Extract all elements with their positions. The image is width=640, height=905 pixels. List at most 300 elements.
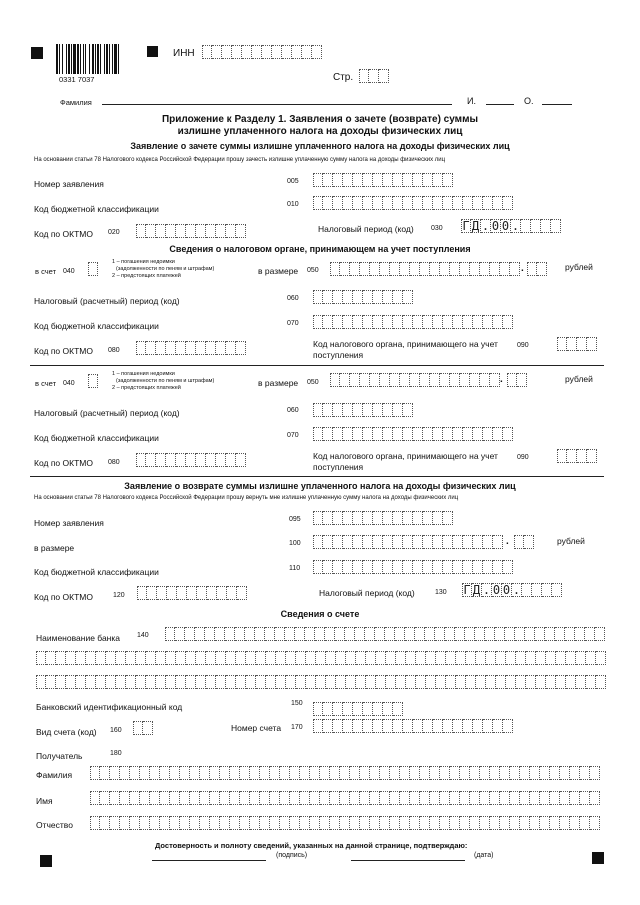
char-cell[interactable] (453, 427, 463, 441)
authority-code-field[interactable] (557, 449, 597, 463)
char-cell[interactable] (270, 766, 280, 780)
char-cell[interactable] (246, 651, 256, 665)
char-cell[interactable] (130, 766, 140, 780)
char-cell[interactable] (490, 791, 500, 805)
page-number-field[interactable] (359, 69, 389, 83)
char-cell[interactable] (433, 315, 443, 329)
char-cell[interactable] (353, 315, 363, 329)
char-cell[interactable] (453, 196, 463, 210)
char-cell[interactable] (436, 651, 446, 665)
char-cell[interactable] (230, 816, 240, 830)
char-cell[interactable] (570, 816, 580, 830)
char-cell[interactable] (313, 719, 323, 733)
char-cell[interactable] (313, 173, 323, 187)
char-cell[interactable] (393, 403, 403, 417)
char-cell[interactable] (363, 702, 373, 716)
char-cell[interactable] (302, 45, 312, 59)
char-cell[interactable] (343, 560, 353, 574)
char-cell[interactable] (423, 719, 433, 733)
char-cell[interactable] (403, 427, 413, 441)
char-cell[interactable] (520, 791, 530, 805)
char-cell[interactable] (340, 262, 350, 276)
char-cell[interactable] (390, 816, 400, 830)
char-cell[interactable] (383, 719, 393, 733)
char-cell[interactable] (463, 535, 473, 549)
char-cell[interactable] (350, 373, 360, 387)
char-cell[interactable] (485, 627, 495, 641)
bank-name-field-line2[interactable] (36, 651, 606, 665)
char-cell[interactable] (596, 651, 606, 665)
char-cell[interactable] (290, 791, 300, 805)
char-cell[interactable] (541, 219, 551, 233)
char-cell[interactable] (345, 627, 355, 641)
char-cell[interactable] (156, 651, 166, 665)
char-cell[interactable] (66, 651, 76, 665)
char-cell[interactable] (576, 675, 586, 689)
char-cell[interactable] (556, 675, 566, 689)
char-cell[interactable] (390, 262, 400, 276)
char-cell[interactable] (433, 560, 443, 574)
char-cell[interactable] (363, 173, 373, 187)
char-cell[interactable] (225, 627, 235, 641)
char-cell[interactable] (580, 816, 590, 830)
char-cell[interactable] (480, 791, 490, 805)
oktmo-field[interactable] (137, 586, 247, 600)
amount-rubles-field[interactable] (330, 373, 500, 387)
char-cell[interactable] (393, 427, 403, 441)
char-cell[interactable] (275, 627, 285, 641)
char-cell[interactable] (353, 719, 363, 733)
char-cell[interactable] (170, 766, 180, 780)
char-cell[interactable] (580, 766, 590, 780)
char-cell[interactable] (413, 173, 423, 187)
char-cell[interactable] (343, 427, 353, 441)
char-cell[interactable] (596, 675, 606, 689)
char-cell[interactable] (306, 675, 316, 689)
char-cell[interactable] (503, 719, 513, 733)
char-cell[interactable] (393, 560, 403, 574)
char-cell[interactable] (473, 719, 483, 733)
char-cell[interactable] (200, 766, 210, 780)
char-cell[interactable] (463, 560, 473, 574)
char-cell[interactable] (180, 816, 190, 830)
char-cell[interactable] (343, 315, 353, 329)
char-cell[interactable] (320, 791, 330, 805)
char-cell[interactable] (100, 816, 110, 830)
char-cell[interactable] (390, 766, 400, 780)
char-cell[interactable] (186, 453, 196, 467)
char-cell[interactable] (530, 791, 540, 805)
char-cell[interactable] (226, 341, 236, 355)
char-cell[interactable] (160, 816, 170, 830)
char-cell[interactable] (370, 791, 380, 805)
char-cell[interactable] (460, 816, 470, 830)
char-cell[interactable] (393, 290, 403, 304)
char-cell[interactable] (343, 535, 353, 549)
char-cell[interactable] (295, 627, 305, 641)
char-cell[interactable] (503, 427, 513, 441)
char-cell[interactable] (413, 719, 423, 733)
char-cell[interactable] (236, 224, 246, 238)
char-cell[interactable] (406, 675, 416, 689)
char-cell[interactable] (577, 337, 587, 351)
char-cell[interactable] (286, 651, 296, 665)
char-cell[interactable] (403, 315, 413, 329)
char-cell[interactable] (180, 766, 190, 780)
char-cell[interactable] (147, 586, 157, 600)
char-cell[interactable] (206, 453, 216, 467)
char-cell[interactable] (366, 675, 376, 689)
char-cell[interactable] (240, 816, 250, 830)
char-cell[interactable] (353, 535, 363, 549)
char-cell[interactable] (446, 651, 456, 665)
char-cell[interactable] (343, 196, 353, 210)
char-cell[interactable] (383, 290, 393, 304)
char-cell[interactable] (590, 766, 600, 780)
char-cell[interactable] (333, 196, 343, 210)
char-cell[interactable] (369, 69, 379, 83)
char-cell[interactable] (505, 627, 515, 641)
char-cell[interactable] (506, 651, 516, 665)
char-cell[interactable] (343, 511, 353, 525)
char-cell[interactable] (493, 535, 503, 549)
char-cell[interactable] (386, 675, 396, 689)
char-cell[interactable] (313, 196, 323, 210)
char-cell[interactable] (536, 675, 546, 689)
char-cell[interactable] (473, 315, 483, 329)
char-cell[interactable] (110, 816, 120, 830)
char-cell[interactable] (373, 702, 383, 716)
oktmo-field[interactable] (136, 453, 246, 467)
char-cell[interactable] (453, 315, 463, 329)
char-cell[interactable] (150, 791, 160, 805)
char-cell[interactable] (350, 816, 360, 830)
char-cell[interactable] (570, 766, 580, 780)
account-type-field[interactable] (88, 262, 98, 276)
char-cell[interactable] (503, 315, 513, 329)
char-cell[interactable] (383, 173, 393, 187)
char-cell[interactable] (410, 373, 420, 387)
char-cell[interactable] (517, 373, 527, 387)
char-cell[interactable] (136, 341, 146, 355)
char-cell[interactable] (510, 816, 520, 830)
char-cell[interactable] (363, 196, 373, 210)
char-cell[interactable] (202, 45, 212, 59)
char-cell[interactable] (373, 403, 383, 417)
char-cell[interactable] (522, 583, 532, 597)
char-cell[interactable] (260, 816, 270, 830)
char-cell[interactable] (333, 315, 343, 329)
char-cell[interactable] (403, 511, 413, 525)
char-cell[interactable] (493, 196, 503, 210)
char-cell[interactable] (445, 627, 455, 641)
char-cell[interactable] (226, 675, 236, 689)
char-cell[interactable] (175, 627, 185, 641)
char-cell[interactable] (400, 791, 410, 805)
char-cell[interactable] (170, 791, 180, 805)
char-cell[interactable] (580, 791, 590, 805)
char-cell[interactable] (200, 791, 210, 805)
char-cell[interactable] (226, 224, 236, 238)
char-cell[interactable] (242, 45, 252, 59)
char-cell[interactable] (483, 719, 493, 733)
char-cell[interactable] (46, 651, 56, 665)
char-cell[interactable] (325, 627, 335, 641)
char-cell[interactable] (420, 262, 430, 276)
char-cell[interactable] (353, 403, 363, 417)
char-cell[interactable] (373, 511, 383, 525)
char-cell[interactable] (276, 651, 286, 665)
char-cell[interactable] (220, 791, 230, 805)
char-cell[interactable] (535, 627, 545, 641)
char-cell[interactable] (430, 262, 440, 276)
char-cell[interactable] (330, 373, 340, 387)
char-cell[interactable] (326, 675, 336, 689)
char-cell[interactable] (555, 627, 565, 641)
char-cell[interactable] (443, 173, 453, 187)
char-cell[interactable] (167, 586, 177, 600)
char-cell[interactable] (440, 262, 450, 276)
char-cell[interactable] (456, 651, 466, 665)
char-cell[interactable] (353, 560, 363, 574)
char-cell[interactable] (333, 719, 343, 733)
char-cell[interactable] (495, 627, 505, 641)
char-cell[interactable] (335, 627, 345, 641)
amount-kopecks-field[interactable] (507, 373, 527, 387)
char-cell[interactable] (443, 535, 453, 549)
char-cell[interactable] (430, 791, 440, 805)
application-number-field[interactable] (313, 511, 453, 525)
char-cell[interactable] (166, 224, 176, 238)
char-cell[interactable] (393, 511, 403, 525)
char-cell[interactable] (510, 791, 520, 805)
char-cell[interactable] (385, 627, 395, 641)
char-cell[interactable] (363, 315, 373, 329)
char-cell[interactable] (166, 341, 176, 355)
char-cell[interactable] (230, 766, 240, 780)
char-cell[interactable] (530, 816, 540, 830)
char-cell[interactable] (557, 337, 567, 351)
char-cell[interactable] (280, 816, 290, 830)
char-cell[interactable] (587, 449, 597, 463)
char-cell[interactable] (187, 586, 197, 600)
char-cell[interactable] (586, 651, 596, 665)
char-cell[interactable] (420, 816, 430, 830)
char-cell[interactable] (460, 766, 470, 780)
char-cell[interactable] (430, 766, 440, 780)
char-cell[interactable] (330, 791, 340, 805)
char-cell[interactable] (493, 560, 503, 574)
char-cell[interactable] (466, 675, 476, 689)
char-cell[interactable] (226, 453, 236, 467)
char-cell[interactable] (396, 651, 406, 665)
char-cell[interactable] (433, 719, 443, 733)
char-cell[interactable] (360, 791, 370, 805)
date-line[interactable] (351, 860, 465, 861)
char-cell[interactable] (210, 766, 220, 780)
char-cell[interactable] (363, 290, 373, 304)
char-cell[interactable] (370, 262, 380, 276)
char-cell[interactable] (143, 721, 153, 735)
char-cell[interactable] (116, 675, 126, 689)
char-cell[interactable] (232, 45, 242, 59)
char-cell[interactable] (323, 403, 333, 417)
char-cell[interactable] (514, 535, 524, 549)
char-cell[interactable] (353, 702, 363, 716)
char-cell[interactable] (480, 373, 490, 387)
char-cell[interactable] (355, 627, 365, 641)
char-cell[interactable] (186, 341, 196, 355)
char-cell[interactable] (525, 627, 535, 641)
char-cell[interactable] (262, 45, 272, 59)
char-cell[interactable] (323, 427, 333, 441)
recipient-surname-field[interactable] (90, 766, 600, 780)
char-cell[interactable] (383, 427, 393, 441)
char-cell[interactable] (236, 675, 246, 689)
oktmo-field[interactable] (136, 224, 246, 238)
char-cell[interactable] (353, 290, 363, 304)
char-cell[interactable] (503, 196, 513, 210)
char-cell[interactable] (240, 791, 250, 805)
char-cell[interactable] (196, 453, 206, 467)
char-cell[interactable] (503, 560, 513, 574)
char-cell[interactable]: 0 (501, 219, 510, 233)
char-cell[interactable] (493, 427, 503, 441)
char-cell[interactable] (346, 675, 356, 689)
char-cell[interactable] (210, 791, 220, 805)
char-cell[interactable] (130, 816, 140, 830)
char-cell[interactable] (207, 586, 217, 600)
char-cell[interactable] (473, 196, 483, 210)
char-cell[interactable] (546, 675, 556, 689)
char-cell[interactable] (120, 816, 130, 830)
char-cell[interactable] (285, 627, 295, 641)
char-cell[interactable] (176, 453, 186, 467)
char-cell[interactable] (310, 791, 320, 805)
char-cell[interactable] (315, 627, 325, 641)
char-cell[interactable] (217, 586, 227, 600)
char-cell[interactable] (356, 675, 366, 689)
char-cell[interactable] (196, 651, 206, 665)
char-cell[interactable] (333, 511, 343, 525)
char-cell[interactable] (410, 791, 420, 805)
char-cell[interactable] (423, 196, 433, 210)
char-cell[interactable] (206, 651, 216, 665)
char-cell[interactable] (423, 427, 433, 441)
char-cell[interactable] (236, 341, 246, 355)
char-cell[interactable] (556, 651, 566, 665)
tax-period-field[interactable] (462, 583, 562, 597)
char-cell[interactable] (463, 315, 473, 329)
inn-field[interactable] (202, 45, 322, 59)
char-cell[interactable] (146, 453, 156, 467)
char-cell[interactable] (373, 535, 383, 549)
char-cell[interactable] (400, 373, 410, 387)
bik-field[interactable] (313, 702, 403, 716)
char-cell[interactable] (585, 627, 595, 641)
char-cell[interactable] (463, 719, 473, 733)
char-cell[interactable] (140, 816, 150, 830)
char-cell[interactable] (260, 766, 270, 780)
char-cell[interactable] (176, 341, 186, 355)
char-cell[interactable] (56, 651, 66, 665)
char-cell[interactable] (160, 791, 170, 805)
char-cell[interactable] (296, 651, 306, 665)
char-cell[interactable] (240, 766, 250, 780)
char-cell[interactable] (433, 535, 443, 549)
char-cell[interactable] (330, 816, 340, 830)
application-number-field[interactable] (313, 173, 453, 187)
char-cell[interactable] (400, 766, 410, 780)
char-cell[interactable] (88, 374, 98, 388)
char-cell[interactable] (313, 315, 323, 329)
char-cell[interactable] (290, 816, 300, 830)
char-cell[interactable] (266, 675, 276, 689)
char-cell[interactable] (426, 651, 436, 665)
char-cell[interactable] (393, 315, 403, 329)
char-cell[interactable] (170, 816, 180, 830)
char-cell[interactable] (196, 341, 206, 355)
char-cell[interactable] (292, 45, 302, 59)
char-cell[interactable] (450, 373, 460, 387)
char-cell[interactable] (577, 449, 587, 463)
char-cell[interactable] (323, 511, 333, 525)
char-cell[interactable] (46, 675, 56, 689)
char-cell[interactable] (526, 675, 536, 689)
char-cell[interactable] (136, 453, 146, 467)
char-cell[interactable] (430, 373, 440, 387)
char-cell[interactable] (460, 791, 470, 805)
recipient-patronymic-field[interactable] (90, 816, 600, 830)
char-cell[interactable] (470, 766, 480, 780)
char-cell[interactable] (423, 511, 433, 525)
char-cell[interactable] (245, 627, 255, 641)
char-cell[interactable] (567, 449, 577, 463)
char-cell[interactable] (216, 341, 226, 355)
char-cell[interactable] (220, 816, 230, 830)
char-cell[interactable] (393, 535, 403, 549)
char-cell[interactable] (565, 627, 575, 641)
char-cell[interactable] (176, 675, 186, 689)
char-cell[interactable] (537, 262, 547, 276)
amount-rubles-field[interactable] (330, 262, 520, 276)
char-cell[interactable] (86, 675, 96, 689)
char-cell[interactable] (557, 449, 567, 463)
char-cell[interactable] (473, 535, 483, 549)
char-cell[interactable] (506, 675, 516, 689)
char-cell[interactable] (386, 651, 396, 665)
char-cell[interactable] (383, 315, 393, 329)
char-cell[interactable] (450, 262, 460, 276)
char-cell[interactable] (280, 791, 290, 805)
char-cell[interactable] (363, 427, 373, 441)
char-cell[interactable] (410, 262, 420, 276)
char-cell[interactable] (373, 290, 383, 304)
char-cell[interactable] (190, 766, 200, 780)
char-cell[interactable] (237, 586, 247, 600)
char-cell[interactable] (252, 45, 262, 59)
tax-period-field[interactable] (461, 219, 561, 233)
char-cell[interactable] (443, 719, 453, 733)
char-cell[interactable] (383, 511, 393, 525)
char-cell[interactable] (116, 651, 126, 665)
char-cell[interactable] (146, 341, 156, 355)
char-cell[interactable] (393, 196, 403, 210)
char-cell[interactable] (456, 675, 466, 689)
char-cell[interactable] (430, 816, 440, 830)
char-cell[interactable] (590, 791, 600, 805)
char-cell[interactable]: . (481, 219, 490, 233)
